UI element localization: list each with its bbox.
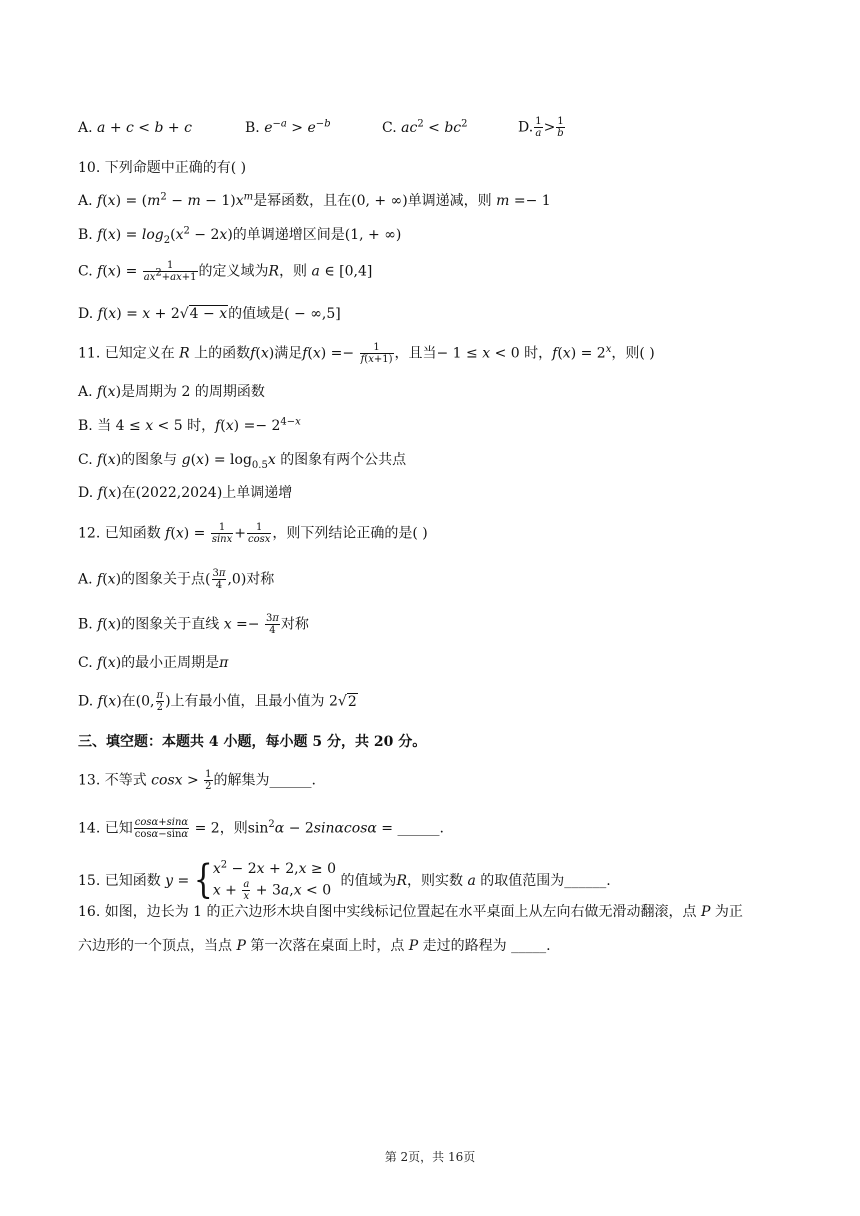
section-3-title: 三、填空题：本题共 4 小题，每小题 5 分，共 20 分。 [78,734,427,750]
q14-stem: 14. 已知 $\frac{\cos\alpha+\sin\alpha}{\cos\alpha-\sin\alpha}$ = 2，则$\sin^2\alpha - 2\sin\alpha\cos\alpha$ = ______. [78,817,444,840]
q13-stem: 13. 不等式 cosx > $\frac{1}{2}$ 的解集为______. [78,769,316,792]
q10-option-c: C. f(x) = $\frac{1}{ax^2+ax+1}$ 的定义域为R，则 a ∈ [0,4] [78,260,373,283]
q11-stem: 11. 已知定义在 R 上的函数f(x)满足f(x) =− $\frac{1}{f(x+1)}$ ，且当− 1 ≤ x < 0 时，$f(x) = 2^x$，则( ) [78,342,655,365]
q9-option-d: D. $\frac{1}{a}$ > $\frac{1}{b}$ [518,116,564,139]
q12-option-a: A. f(x)的图象关于点( $\frac{3\pi}{4}$ ,0)对称 [78,568,275,591]
q12-option-b: B. f(x)的图象关于直线 x =− $\frac{3\pi}{4}$ 对称 [78,613,309,636]
q9-option-a: A. a + c < b + c [78,120,192,136]
q15-stem: 15. 已知函数 y = { $x^2 - 2x + 2,x \ge 0$ x + $\frac{a}{x}$ + 3a,x < 0 的值域为R，则实数 a 的取值范围为______. [78,857,611,904]
q11-option-c: C. f(x)的图象与 $g(x) = \log_{0.5}x$ 的图象有两个公共点 [78,452,407,471]
q9-option-b: B. $e^{-a} > e^{-b}$ [245,118,331,136]
q10-option-d: D. f(x) = x + 2√4 − x的值域是( − ∞,5] [78,306,341,322]
q10-option-b: B. $f(x) = \log_2(x^2 - 2x)$的单调递增区间是(1, + ∞) [78,225,402,246]
q11-option-a: A. f(x)是周期为 2 的周期函数 [78,384,265,400]
q16-line-2: 六边形的一个顶点，当点 P 第一次落在桌面上时，点 P 走过的路程为 _____. [78,938,551,954]
page-footer: 第 2页，共 16页 [384,1150,476,1164]
q12-option-c: C. f(x)的最小正周期是π [78,655,229,671]
q12-option-d: D. f(x)在(0, $\frac{\pi}{2}$ )上有最小值，且最小值为 2√2 [78,690,357,713]
q9-option-c: C. $ac^2 < bc^2$ [382,118,468,136]
q11-option-b: B. 当 4 ≤ x < 5 时，$f(x) =- 2^{4-x}$ [78,416,301,434]
q12-stem: 12. 已知函数 f(x) = $\frac{1}{\sin x}$ + $\frac{1}{\cos x}$ ，则下列结论正确的是( ) [78,522,428,545]
q16-line-1: 16. 如图，边长为 1 的正六边形木块自图中实线标记位置起在水平桌面上从左向右做无滑动翻滚，点 P 为正 [78,904,743,920]
q10-stem: 10. 下列命题中正确的有( ) [78,160,247,176]
q11-option-d: D. f(x)在(2022,2024)上单调递增 [78,485,293,501]
q10-option-a: A. $f(x) = (m^2 - m - 1)x^m$是幂函数，且在(0, + ∞)单调递减，则 m =− 1 [78,191,551,209]
